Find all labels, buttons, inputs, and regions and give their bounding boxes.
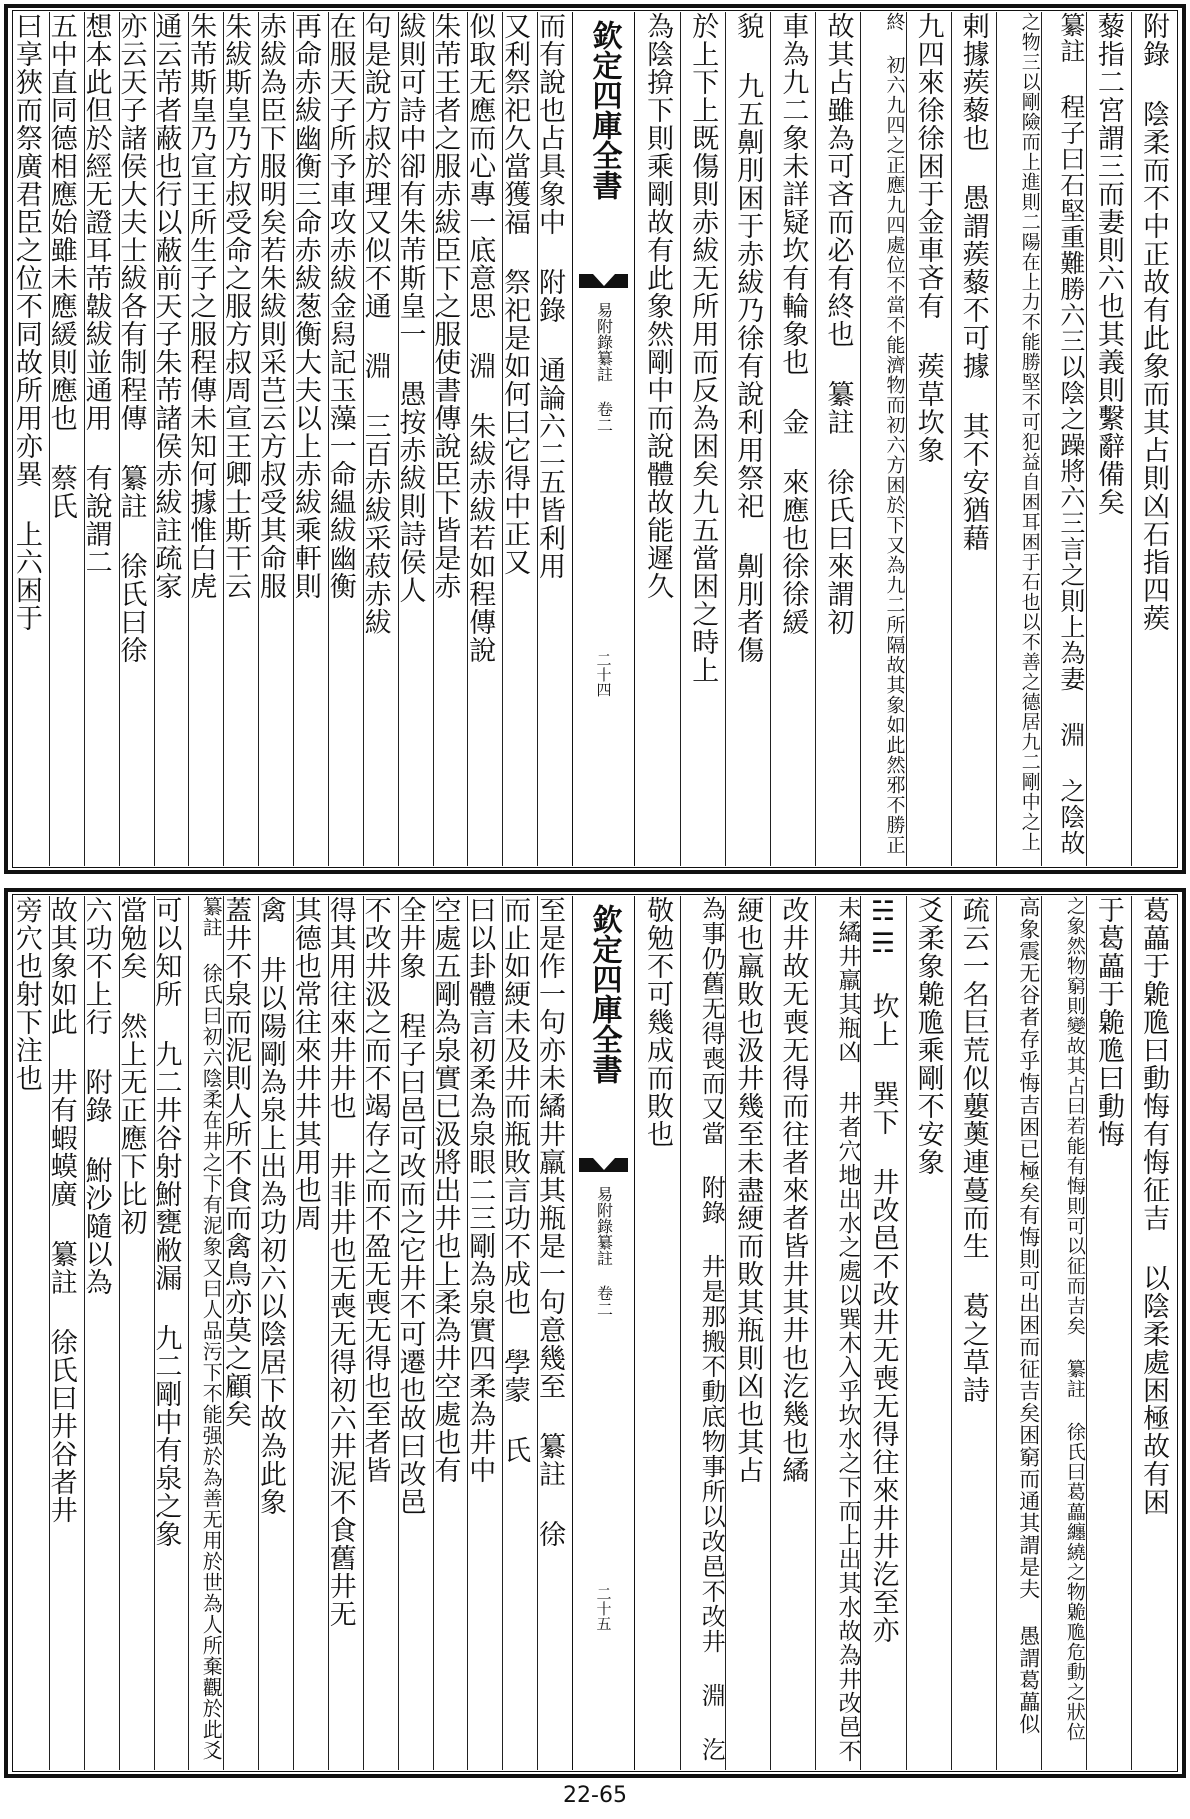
column-text: 全井象 程子曰邑可改而之它井不可遷也故曰改邑 xyxy=(394,896,426,1516)
column-text: 剌據蒺藜也 愚謂蒺藜不可據 其不安猶藉 xyxy=(957,12,989,552)
column-text: 敬勉不可幾成而敗也 xyxy=(642,896,674,1148)
column-text: 藜指二宮謂三而妻則六也其義則繫辭備矣 xyxy=(1092,12,1124,516)
bottom-right-text-block xyxy=(635,896,1176,1770)
fish-tail-ornament xyxy=(579,274,628,288)
column-text: 亦云天子諸侯大夫士紱各有制程傳 纂註 徐氏曰徐 xyxy=(115,12,147,664)
column-text: 當勉矣 然上无正應下比初 xyxy=(115,896,147,1236)
column-text: 而止如綆未及井而瓶敗言功不成也 學蒙 氏 xyxy=(499,896,531,1464)
column-text: 空處五剛為泉實已汲將出井也上柔為井空處也有 xyxy=(429,896,461,1484)
column-text: ☵☴ 坎上 巽下 井改邑不改井无喪无得往來井井汔至亦 xyxy=(867,896,899,1644)
center-page: 二十五 xyxy=(594,1586,613,1631)
column-text: 蓋井不泉而泥則人所不食而禽鳥亦莫之顧矣 xyxy=(220,896,252,1428)
column-text: 五中直同德相應始雖未應緩則應也 蔡氏 xyxy=(45,12,77,520)
column-text: 葛藟于臲卼曰動悔有悔征吉 以陰柔處困極故有困 xyxy=(1138,896,1169,1516)
column-text: 故其象如此 井有蝦蟆廣 纂註 徐氏曰井谷者井 xyxy=(45,896,77,1524)
column-text: 旁穴也射下注也 xyxy=(10,896,42,1092)
text-column xyxy=(725,896,770,1770)
column-text: 而有說也占具象中 附錄 通論六二五皆利用 xyxy=(534,12,565,580)
page-number: 22-65 xyxy=(563,1783,627,1808)
bottom-sheet xyxy=(0,882,1190,1782)
column-text: 于葛藟于臲卼曰動悔 xyxy=(1092,896,1124,1148)
column-text: 又利祭祀久當獲福 祭祀是如何曰它得中正又 xyxy=(499,12,531,576)
column-text: 未繘井羸其瓶凶 井者穴地出水之處以巽木入乎坎水之下而上出其水故為井改邑不 xyxy=(834,896,861,1763)
column-text: 曰以卦體言初柔為泉眼二三剛為泉實四柔為井中 xyxy=(464,896,496,1484)
column-text: 之物三以剛險而上進則二陽在上力不能勝堅不可犯益自困耳困于石也以不善之德居九二剛中之上 xyxy=(1018,12,1041,852)
column-text: 車為九二象未詳疑坎有輪象也 金 來應也徐徐緩 xyxy=(777,12,809,636)
column-text: 赤紱為臣下服明矣若朱紱則采芑云方叔受其命服 xyxy=(255,12,286,600)
fish-tail-ornament xyxy=(579,1158,628,1172)
column-text: 六功不上行 附錄 鮒沙隨以為 xyxy=(80,896,112,1296)
center-page: 二十四 xyxy=(594,652,613,697)
center-title: 欽定四庫全書 xyxy=(586,904,622,1084)
column-text: 於上下上既傷則赤紱无所用而反為困矣九五當困之時上 xyxy=(687,12,719,684)
text-column xyxy=(1131,896,1176,1770)
column-text: 故其占雖為可吝而必有終也 纂註 徐氏曰來謂初 xyxy=(822,12,854,636)
column-text: 至是作一句亦未繘井羸其瓶是一句意幾至 纂註 徐 xyxy=(534,896,565,1548)
text-column xyxy=(635,896,680,1770)
text-column xyxy=(996,896,1041,1770)
top-left-text-block xyxy=(10,12,572,866)
column-text: 纂註 徐氏曰初六陰柔在井之下有泥象又曰人品污下不能强於為善无用於世為人所棄觀於此爻 xyxy=(199,896,224,1761)
text-column xyxy=(1041,12,1086,866)
text-column xyxy=(860,896,905,1770)
top-right-text-block xyxy=(635,12,1176,866)
column-text: 纂註 程子曰石堅重難勝六三以陰之躁將六三言之則上為妻 淵 之陰故 xyxy=(1056,12,1086,856)
column-text: 綆也羸敗也汲井幾至未盡綆而敗其瓶則凶也其占 xyxy=(732,896,764,1484)
column-text: 附錄 陰柔而不中正故有此象而其占則凶石指四蒺 xyxy=(1138,12,1169,632)
text-column xyxy=(635,12,680,866)
column-text: 朱芾斯皇乃宣王所生子之服程傳未知何據惟白虎 xyxy=(185,12,217,600)
text-column xyxy=(725,12,770,866)
column-text: 為事仍舊无得喪而又當 附錄 井是那搬不動底物事所以改邑不改井 淵 汔 xyxy=(697,896,726,1762)
column-text: 朱紱斯皇乃方叔受命之服方叔周宣王卿士斯干云 xyxy=(220,12,252,600)
top-sheet xyxy=(0,0,1190,880)
column-text: 不改井汲之而不竭存之而不盈无喪无得也至者皆 xyxy=(359,896,391,1484)
bottom-left-text-block xyxy=(10,896,572,1770)
column-text: 再命赤紱幽衡三命赤紱葱衡大夫以上赤紱乘軒則 xyxy=(289,12,321,600)
column-text: 爻柔象臲卼乘剛不安象 xyxy=(912,896,944,1176)
text-column xyxy=(815,12,860,866)
column-text: 紱則可詩中卻有朱芾斯皇一 愚按赤紱則詩侯人 xyxy=(394,12,426,604)
column-text: 疏云一名巨荒似蘡薁連蔓而生 葛之草詩 xyxy=(957,896,989,1404)
text-column xyxy=(1131,12,1176,866)
column-text: 通云芾者蔽也行以蔽前天子朱芾諸侯赤紱註疏家 xyxy=(150,12,182,600)
column-text: 之象然物窮則變故其占曰若能有悔則可以征而吉矣 纂註 徐氏曰葛藟纏繞之物臲卼危動之狀位 xyxy=(1063,896,1086,1742)
column-text: 朱芾王者之服赤紱臣下之服使書傳說臣下皆是赤 xyxy=(429,12,461,600)
column-text: 為陰揜下則乘剛故有此象然剛中而說體故能遲久 xyxy=(642,12,674,600)
bottom-center-strip xyxy=(572,896,635,1770)
center-volume: 易附錄纂註 卷二 xyxy=(594,302,614,433)
text-column xyxy=(770,896,815,1770)
text-column xyxy=(1086,12,1131,866)
text-column xyxy=(1086,896,1131,1770)
text-column xyxy=(996,12,1041,866)
column-text: 可以知所 九二井谷射鮒甕敝漏 九二剛中有泉之象 xyxy=(150,896,182,1548)
column-text: 想本此但於經无證耳芾韍紱並通用 有說謂二 xyxy=(80,12,112,576)
column-text: 改井故无喪无得而往者來者皆井其井也汔幾也繘 xyxy=(777,896,809,1484)
column-text: 禽 井以陽剛為泉上出為功初六以陰居下故為此象 xyxy=(255,896,286,1516)
text-column xyxy=(1041,896,1086,1770)
text-column xyxy=(906,896,951,1770)
text-column xyxy=(815,896,860,1770)
column-text: 其德也常往來井井其用也周 xyxy=(289,896,321,1232)
column-text: 曰享狹而祭廣君臣之位不同故所用亦異 上六困于 xyxy=(10,12,42,632)
center-title: 欽定四庫全書 xyxy=(586,20,622,200)
column-text: 貌 九五劓刖困于赤紱乃徐有說利用祭祀 劓刖者傷 xyxy=(732,12,764,664)
text-column xyxy=(860,12,905,866)
text-column xyxy=(534,12,572,866)
text-column xyxy=(906,12,951,866)
column-text: 終 初六九四之正應九四處位不當不能濟物而初六方困於下又為九二所隔故其象如此然邪不勝正 xyxy=(883,12,906,855)
text-column xyxy=(951,896,996,1770)
column-text: 似取无應而心專一底意思 淵 朱紱赤紱若如程傳說 xyxy=(464,12,496,664)
column-text: 高象震无谷者存乎悔吉困已極矣有悔則可出困而征吉矣困窮而通其謂是夫 愚謂葛藟似 xyxy=(1016,896,1041,1735)
text-column xyxy=(680,896,725,1770)
column-text: 在服天子所予車攻赤紱金舄記玉藻一命緼紱幽衡 xyxy=(324,12,356,600)
text-column xyxy=(770,12,815,866)
column-text: 句是說方叔於理又似不通 淵 三百赤紱采菽赤紱 xyxy=(359,12,391,636)
text-column xyxy=(534,896,572,1770)
text-column xyxy=(951,12,996,866)
center-volume: 易附錄纂註 卷二 xyxy=(594,1186,614,1317)
column-text: 得其用往來井井也 井非井也无喪无得初六井泥不食舊井无 xyxy=(324,896,356,1628)
text-column xyxy=(680,12,725,866)
column-text: 九四來徐徐困于金車吝有 蒺草坎象 xyxy=(912,12,944,464)
text-column xyxy=(150,896,189,1770)
top-center-strip xyxy=(572,12,635,866)
